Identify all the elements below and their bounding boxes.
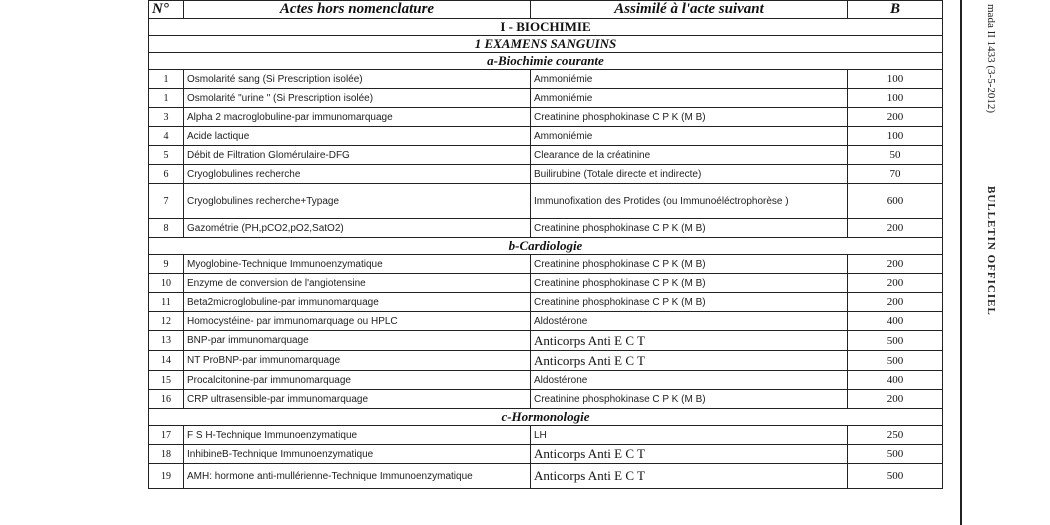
section-title-main: I - BIOCHIMIE [149,19,943,36]
row-b-value: 600 [848,184,943,219]
row-b-value: 100 [848,70,943,89]
table-row [149,70,943,89]
header-num: N° [149,1,184,19]
row-number: 17 [149,426,184,445]
row-number: 3 [149,108,184,127]
table-row [149,274,943,293]
row-acte: NT ProBNP-par immunomarquage [184,351,531,371]
header-assimile: Assimilé à l'acte suivant [531,1,848,19]
table-row [149,371,943,390]
row-b-value: 400 [848,312,943,331]
row-assimile: Creatinine phosphokinase C P K (M B) [531,219,848,238]
table-row [149,445,943,464]
row-assimile: LH [531,426,848,445]
row-b-value: 70 [848,165,943,184]
table-row [149,108,943,127]
row-b-value: 500 [848,331,943,351]
row-number: 16 [149,390,184,409]
row-acte: Alpha 2 macroglobuline-par immunomarquage [184,108,531,127]
row-assimile: Builirubine (Totale directe et indirecte) [531,165,848,184]
row-acte: CRP ultrasensible-par immunomarquage [184,390,531,409]
row-acte: F S H-Technique Immunoenzymatique [184,426,531,445]
row-number: 14 [149,351,184,371]
row-acte: Procalcitonine-par immunomarquage [184,371,531,390]
section-title-a: a-Biochimie courante [149,53,943,70]
section-row-a [149,53,943,70]
row-assimile: Anticorps Anti E C T [531,464,848,489]
row-assimile: Ammoniémie [531,127,848,146]
row-b-value: 200 [848,255,943,274]
row-b-value: 200 [848,108,943,127]
table-row [149,390,943,409]
row-acte: Osmolarité sang (Si Prescription isolée) [184,70,531,89]
table-row [149,219,943,238]
section-row-c [149,409,943,426]
row-number: 1 [149,89,184,108]
table-row [149,351,943,371]
row-b-value: 500 [848,445,943,464]
row-acte: Beta2microglobuline-par immunomarquage [184,293,531,312]
row-b-value: 250 [848,426,943,445]
row-assimile: Creatinine phosphokinase C P K (M B) [531,255,848,274]
row-number: 4 [149,127,184,146]
table-row [149,464,943,489]
row-assimile: Creatinine phosphokinase C P K (M B) [531,390,848,409]
row-number: 13 [149,331,184,351]
row-b-value: 400 [848,371,943,390]
row-number: 15 [149,371,184,390]
row-number: 12 [149,312,184,331]
table-row [149,293,943,312]
row-number: 11 [149,293,184,312]
row-acte: Osmolarité "urine " (Si Prescription isolée) [184,89,531,108]
table-row [149,312,943,331]
row-assimile: Anticorps Anti E C T [531,445,848,464]
row-assimile: Ammoniémie [531,70,848,89]
header-b: B [848,1,943,19]
row-number: 5 [149,146,184,165]
table-header-row [149,1,943,19]
section-title-sub: 1 EXAMENS SANGUINS [149,36,943,53]
table-row [149,165,943,184]
row-b-value: 50 [848,146,943,165]
table-row [149,426,943,445]
row-acte: Myoglobine-Technique Immunoenzymatique [184,255,531,274]
row-number: 1 [149,70,184,89]
row-assimile: Creatinine phosphokinase C P K (M B) [531,293,848,312]
table-row [149,255,943,274]
table-row [149,331,943,351]
row-number: 7 [149,184,184,219]
row-number: 6 [149,165,184,184]
row-b-value: 200 [848,293,943,312]
row-assimile: Aldostérone [531,371,848,390]
row-acte: BNP-par immunomarquage [184,331,531,351]
section-title-b: b-Cardiologie [149,238,943,255]
row-b-value: 100 [848,127,943,146]
row-assimile: Ammoniémie [531,89,848,108]
row-assimile: Clearance de la créatinine [531,146,848,165]
row-number: 8 [149,219,184,238]
row-assimile: Creatinine phosphokinase C P K (M B) [531,274,848,293]
row-b-value: 200 [848,274,943,293]
table-row [149,184,943,219]
section-row-b [149,238,943,255]
row-acte: Homocystéine- par immunomarquage ou HPLC [184,312,531,331]
table-row [149,146,943,165]
nomenclature-table [148,0,943,489]
row-acte: Cryoglobulines recherche [184,165,531,184]
table-row [149,127,943,146]
row-acte: InhibineB-Technique Immunoenzymatique [184,445,531,464]
row-assimile: Immunofixation des Protides (ou Immunoéléctrophorèse ) [531,184,848,219]
row-assimile: Aldostérone [531,312,848,331]
row-number: 19 [149,464,184,489]
row-number: 18 [149,445,184,464]
row-assimile: Anticorps Anti E C T [531,351,848,371]
row-acte: Enzyme de conversion de l'angiotensine [184,274,531,293]
header-acts: Actes hors nomenclature [184,1,531,19]
section-row-sub [149,36,943,53]
row-acte: Gazométrie (PH,pCO2,pO2,SatO2) [184,219,531,238]
row-b-value: 200 [848,390,943,409]
row-assimile: Creatinine phosphokinase C P K (M B) [531,108,848,127]
section-row-main [149,19,943,36]
bulletin-reference: mada II 1433 (3-5-2012) [985,4,997,114]
row-number: 9 [149,255,184,274]
section-title-c: c-Hormonologie [149,409,943,426]
row-b-value: 500 [848,464,943,489]
row-b-value: 100 [848,89,943,108]
row-acte: Acide lactique [184,127,531,146]
row-acte: AMH: hormone anti-mullérienne-Technique Immunoenzymatique [184,464,531,489]
row-b-value: 500 [848,351,943,371]
row-b-value: 200 [848,219,943,238]
page-margin-rule [960,0,962,525]
table-row [149,89,943,108]
row-acte: Débit de Filtration Glomérulaire-DFG [184,146,531,165]
row-assimile: Anticorps Anti E C T [531,331,848,351]
document-page [148,0,942,525]
bulletin-title: BULLETIN OFFICIEL [985,186,997,316]
row-number: 10 [149,274,184,293]
row-acte: Cryoglobulines recherche+Typage [184,184,531,219]
